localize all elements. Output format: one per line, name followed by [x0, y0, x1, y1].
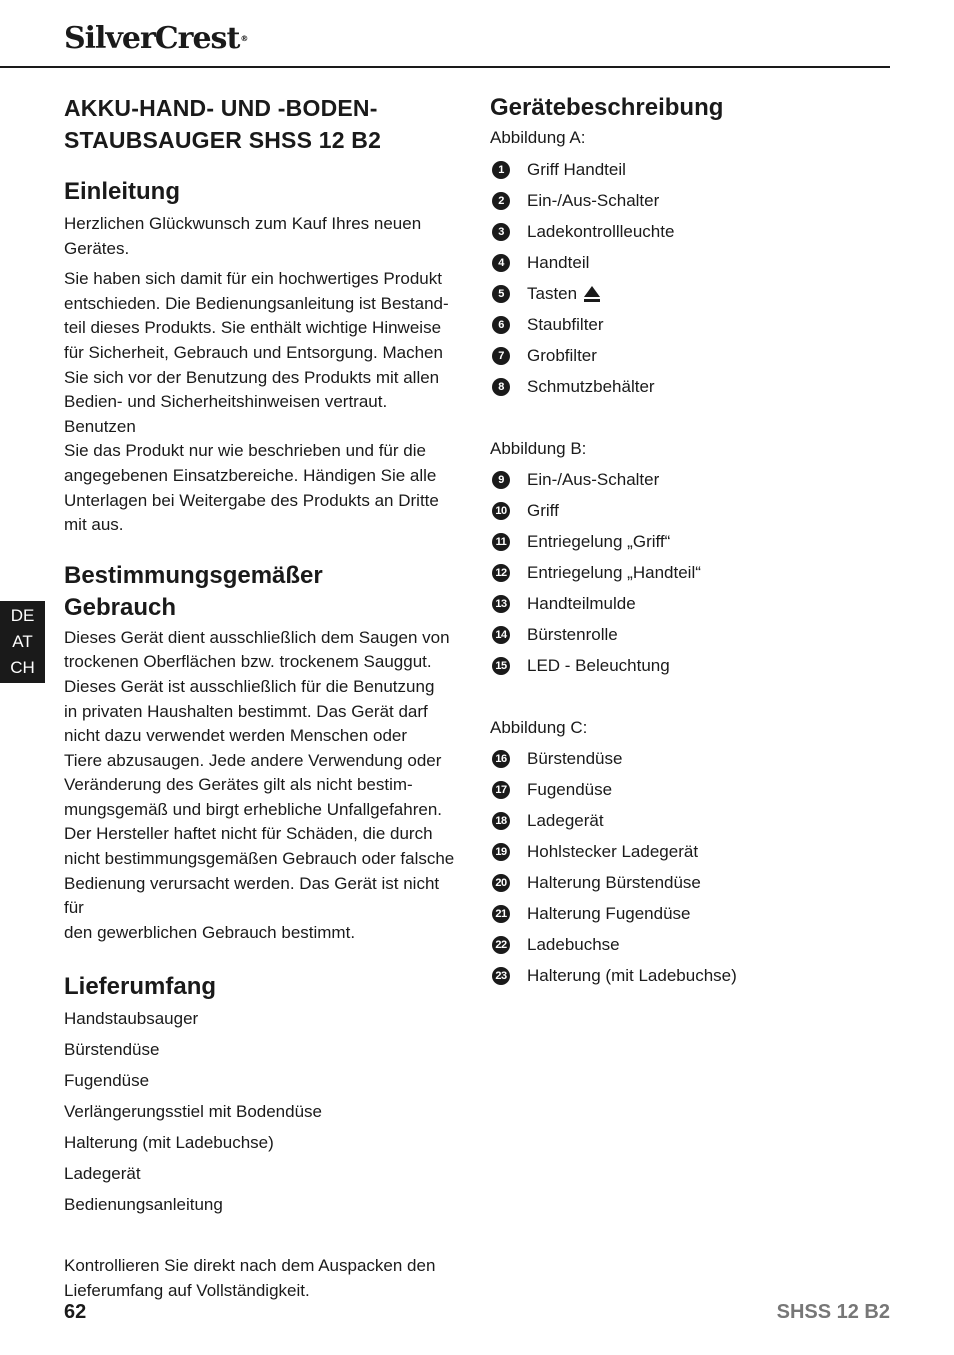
part-label: Griff Handteil [527, 159, 626, 179]
parts-group-c [490, 712, 890, 991]
text-line: Sie sich vor der Benutzung des Produkts mit allen [64, 367, 440, 387]
registered-mark: ® [240, 34, 248, 43]
part-number: 10 [492, 502, 510, 520]
title-line-1: AKKU-HAND- UND -BODEN- [64, 95, 378, 121]
heading-lieferumfang: Lieferumfang [64, 973, 217, 1001]
part-item [490, 371, 890, 402]
intended-use-paragraph [64, 626, 459, 946]
text-line: mungsgemäß und birgt erhebliche Unfallgefahren. [64, 799, 443, 819]
part-label: Tasten [527, 283, 578, 303]
part-label: Griff [527, 500, 559, 520]
figure-caption: Abbildung C: [490, 718, 588, 737]
figure-caption: Abbildung A: [490, 128, 586, 147]
language-tab [0, 601, 45, 683]
part-number: 12 [492, 564, 510, 582]
part-item [490, 650, 890, 681]
part-number: 20 [492, 874, 510, 892]
heading-bestimmungsgemaesser-gebrauch [64, 560, 459, 624]
part-label: Halterung (mit Ladebuchse) [527, 965, 737, 985]
part-label: Entriegelung „Griff“ [527, 531, 671, 551]
list-item: Bürstendüse [64, 1040, 160, 1060]
heading-line-1: Bestimmungsgemäßer [64, 561, 323, 589]
part-number: 21 [492, 905, 510, 923]
text-line: Tiere abzusaugen. Jede andere Verwendung oder [64, 750, 442, 770]
part-label: Handteil [527, 252, 590, 272]
text-line: Bedienung verursacht werden. Das Gerät ist nicht für [64, 873, 440, 918]
brand-logo [64, 22, 247, 56]
part-label: Halterung Fugendüse [527, 903, 691, 923]
part-number: 18 [492, 812, 510, 830]
part-item [490, 278, 890, 309]
left-column [64, 92, 459, 1304]
part-item [490, 774, 890, 805]
text-line: entschieden. Die Bedienungsanleitung ist Bestand- [64, 293, 449, 313]
part-item [490, 588, 890, 619]
heading-einleitung: Einleitung [64, 178, 180, 205]
part-number: 7 [492, 347, 510, 365]
text-line: Kontrollieren Sie direkt nach dem Auspacken den [64, 1256, 436, 1276]
part-item [490, 216, 890, 247]
part-item [490, 495, 890, 526]
heading-line-2: Gebrauch [64, 593, 177, 621]
part-number: 22 [492, 936, 510, 954]
part-number: 1 [492, 161, 510, 179]
text-line: in privaten Haushalten bestimmt. Das Gerät darf [64, 701, 428, 721]
part-label: Ladekontrollleuchte [527, 221, 675, 241]
part-number: 15 [492, 657, 510, 675]
part-number: 11 [492, 533, 510, 551]
lang-ch: CH [10, 658, 35, 677]
scope-note [64, 1254, 459, 1303]
part-number: 9 [492, 471, 510, 489]
list-item: Fugendüse [64, 1071, 150, 1091]
part-item [490, 526, 890, 557]
part-label: Fugendüse [527, 779, 613, 799]
part-number: 2 [492, 192, 510, 210]
list-item: Handstaubsauger [64, 1009, 199, 1029]
text-line: Dieses Gerät ist ausschließlich für die Benutzung [64, 676, 435, 696]
parts-group-b [490, 433, 890, 681]
text-line: Bedien- und Sicherheitshinweisen vertraut. Benutzen [64, 392, 388, 436]
text-line: Sie das Produkt nur wie beschrieben und für die [64, 441, 426, 461]
part-label: LED - Beleuchtung [527, 655, 670, 675]
list-item: Halterung (mit Ladebuchse) [64, 1133, 274, 1153]
part-number: 19 [492, 843, 510, 861]
part-label: Bürstendüse [527, 748, 623, 768]
part-item [490, 309, 890, 340]
part-item [490, 898, 890, 929]
part-number: 23 [492, 967, 510, 985]
document-title [64, 92, 459, 156]
part-number: 3 [492, 223, 510, 241]
part-item [490, 154, 890, 185]
right-column [490, 92, 890, 991]
scope-list [64, 1003, 459, 1220]
list-item: Bedienungsanleitung [64, 1195, 223, 1215]
footer-model: SHSS 12 B2 [776, 1301, 890, 1323]
part-item [490, 185, 890, 216]
text-line: für Sicherheit, Gebrauch und Entsorgung. Machen [64, 342, 443, 362]
text-line: teil dieses Produkts. Sie enthält wichtige Hinweise [64, 318, 442, 338]
part-label: Staubfilter [527, 314, 604, 334]
header-rule [0, 66, 890, 68]
text-line: Sie haben sich damit für ein hochwertiges Produkt [64, 269, 442, 289]
part-label: Handteilmulde [527, 593, 636, 613]
parts-group-a [490, 126, 890, 402]
title-line-2: STAUBSAUGER SHSS 12 B2 [64, 127, 382, 153]
part-number: 6 [492, 316, 510, 334]
text-line: Unterlagen bei Weitergabe des Produkts an Dritte [64, 490, 439, 510]
intro-paragraph-1 [64, 212, 459, 261]
part-label: Ladegerät [527, 810, 604, 830]
part-item [490, 464, 890, 495]
intro-paragraph-2 [64, 267, 459, 538]
part-item [490, 557, 890, 588]
part-number: 14 [492, 626, 510, 644]
text-line: Dieses Gerät dient ausschließlich dem Saugen von [64, 627, 450, 647]
figure-caption: Abbildung B: [490, 439, 587, 458]
text-line: nicht dazu verwendet werden Menschen oder [64, 726, 408, 746]
part-label: Ein-/Aus-Schalter [527, 190, 660, 210]
part-label: Halterung Bürstendüse [527, 872, 701, 892]
list-item: Ladegerät [64, 1164, 141, 1184]
part-label: Entriegelung „Handteil“ [527, 562, 701, 582]
text-line: Der Hersteller haftet nicht für Schäden, die durch [64, 824, 433, 844]
part-item [490, 340, 890, 371]
part-label: Schmutzbehälter [527, 376, 655, 396]
text-line: angegebenen Einsatzbereiche. Händigen Sie alle [64, 465, 437, 485]
text-line: den gewerblichen Gebrauch bestimmt. [64, 922, 356, 942]
part-number: 5 [492, 285, 510, 303]
eject-triangle-icon [583, 285, 601, 303]
lang-de: DE [10, 606, 35, 625]
part-label: Bürstenrolle [527, 624, 618, 644]
text-line: Herzlichen Glückwunsch zum Kauf Ihres neuen [64, 214, 422, 233]
part-number: 17 [492, 781, 510, 799]
part-label: Grobfilter [527, 345, 597, 365]
part-item [490, 805, 890, 836]
part-item [490, 929, 890, 960]
text-line: nicht bestimmungsgemäßen Gebrauch oder falsche [64, 849, 455, 869]
text-line: Gerätes. [64, 238, 130, 258]
part-label: Hohlstecker Ladegerät [527, 841, 699, 861]
text-line: trockenen Oberflächen bzw. trockenem Sauggut. [64, 652, 432, 672]
part-number: 16 [492, 750, 510, 768]
part-number: 4 [492, 254, 510, 272]
part-item [490, 867, 890, 898]
list-item: Verlängerungsstiel mit Bodendüse [64, 1102, 322, 1122]
part-number: 13 [492, 595, 510, 613]
part-label: Ladebuchse [527, 934, 620, 954]
part-number: 8 [492, 378, 510, 396]
part-item [490, 247, 890, 278]
brand-name: SilverCrest [64, 21, 240, 56]
lang-at: AT [12, 632, 33, 651]
text-line: Veränderung des Gerätes gilt als nicht bestim- [64, 775, 413, 795]
part-item [490, 619, 890, 650]
page-number: 62 [64, 1301, 87, 1323]
heading-geraetebeschreibung: Gerätebeschreibung [490, 94, 724, 121]
text-line: Lieferumfang auf Vollständigkeit. [64, 1281, 310, 1301]
part-label: Ein-/Aus-Schalter [527, 469, 660, 489]
part-item [490, 836, 890, 867]
text-line: mit aus. [64, 515, 124, 535]
part-item [490, 743, 890, 774]
part-item [490, 960, 890, 991]
